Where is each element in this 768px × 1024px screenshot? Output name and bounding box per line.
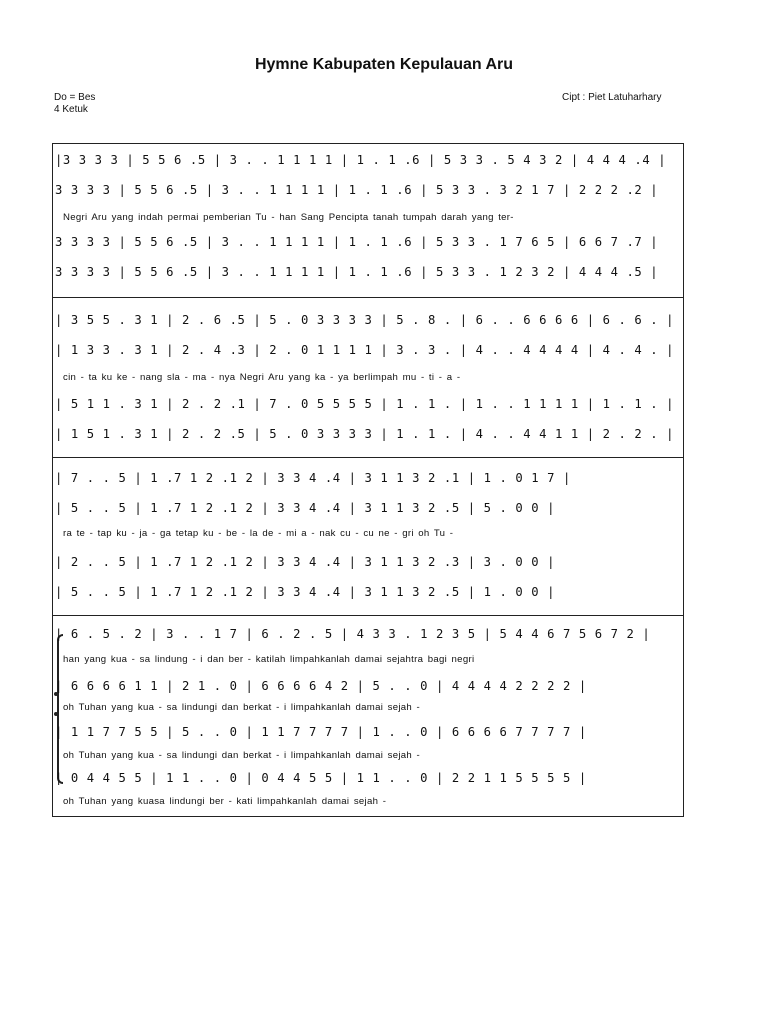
lyric-line: Negri Aru yang indah permai pemberian Tu - han Sang Pencipta tanah tumpah darah yang ter- [63, 212, 514, 223]
notation-line: | 6 6 6 6 1 1 | 2 1 . 0 | 6 6 6 6 4 2 | 5 . . 0 | 4 4 4 4 2 2 2 2 | [55, 679, 587, 693]
notation-line: |3 3 3 3 | 5 5 6 .5 | 3 . . 1 1 1 1 | 1 . 1 .6 | 5 3 3 . 5 4 3 2 | 4 4 4 .4 | [55, 153, 667, 167]
notation-line: | 7 . . 5 | 1 .7 1 2 .1 2 | 3 3 4 .4 | 3 1 1 3 2 .1 | 1 . 0 1 7 | [55, 471, 571, 485]
notation-line: | 5 1 1 . 3 1 | 2 . 2 .1 | 7 . 0 5 5 5 5 | 1 . 1 . | 1 . . 1 1 1 1 | 1 . 1 . | [55, 397, 675, 411]
system-3 [53, 458, 683, 616]
notation-line: 3 3 3 3 | 5 5 6 .5 | 3 . . 1 1 1 1 | 1 . 1 .6 | 5 3 3 . 1 7 6 5 | 6 6 7 .7 | [55, 235, 659, 249]
lyric-line: oh Tuhan yang kua - sa lindungi dan berkat - i limpahkanlah damai sejah - [63, 702, 421, 713]
lyric-line: ra te - tap ku - ja - ga tetap ku - be - la de - mi a - nak cu - cu ne - gri oh Tu - [63, 528, 454, 539]
lyric-line: cin - ta ku ke - nang sla - ma - nya Negri Aru yang ka - ya berlimpah mu - ti - a - [63, 372, 461, 383]
notation-line: | 5 . . 5 | 1 .7 1 2 .1 2 | 3 3 4 .4 | 3 1 1 3 2 .5 | 5 . 0 0 | [55, 501, 556, 515]
notation-line: 3 3 3 3 | 5 5 6 .5 | 3 . . 1 1 1 1 | 1 . 1 .6 | 5 3 3 . 3 2 1 7 | 2 2 2 .2 | [55, 183, 659, 197]
notation-line: | 3 5 5 . 3 1 | 2 . 6 .5 | 5 . 0 3 3 3 3 | 5 . 8 . | 6 . . 6 6 6 6 | 6 . 6 . | [55, 313, 675, 327]
lyric-line: oh Tuhan yang kuasa lindungi ber - kati limpahkanlah damai sejah - [63, 796, 387, 807]
system-1 [53, 144, 683, 298]
notation-line: 3 3 3 3 | 5 5 6 .5 | 3 . . 1 1 1 1 | 1 . 1 .6 | 5 3 3 . 1 2 3 2 | 4 4 4 .5 | [55, 265, 659, 279]
composer-credit: Cipt : Piet Latuharhary [562, 92, 662, 103]
notation-line: | 1 1 7 7 5 5 | 5 . . 0 | 1 1 7 7 7 7 | 1 . . 0 | 6 6 6 6 7 7 7 7 | [55, 725, 587, 739]
notation-line: | 6 . 5 . 2 | 3 . . 1 7 | 6 . 2 . 5 | 4 3 3 . 1 2 3 5 | 5 4 4 6 7 5 6 7 2 | [55, 627, 651, 641]
page-title: Hymne Kabupaten Kepulauan Aru [254, 56, 514, 73]
notation-line: | 5 . . 5 | 1 .7 1 2 .1 2 | 3 3 4 .4 | 3 1 1 3 2 .5 | 1 . 0 0 | [55, 585, 556, 599]
lyric-line: han yang kua - sa lindung - i dan ber - katilah limpahkanlah damai sejahtra bagi negri [63, 654, 475, 665]
meter: 4 Ketuk [54, 104, 88, 115]
key-signature: Do = Bes [54, 92, 96, 103]
notation-line: | 2 . . 5 | 1 .7 1 2 .1 2 | 3 3 4 .4 | 3 1 1 3 2 .3 | 3 . 0 0 | [55, 555, 556, 569]
notation-line: | 0 4 4 5 5 | 1 1 . . 0 | 0 4 4 5 5 | 1 1 . . 0 | 2 2 1 1 5 5 5 5 | [55, 771, 587, 785]
system-2 [53, 298, 683, 458]
system-4 [53, 616, 683, 818]
notation-line: | 1 5 1 . 3 1 | 2 . 2 .5 | 5 . 0 3 3 3 3 | 1 . 1 . | 4 . . 4 4 1 1 | 2 . 2 . | [55, 427, 675, 441]
notation-line: | 1 3 3 . 3 1 | 2 . 4 .3 | 2 . 0 1 1 1 1 | 3 . 3 . | 4 . . 4 4 4 4 | 4 . 4 . | [55, 343, 675, 357]
score [52, 143, 684, 817]
lyric-line: oh Tuhan yang kua - sa lindungi dan berkat - i limpahkanlah damai sejah - [63, 750, 421, 761]
key-info [54, 92, 95, 116]
